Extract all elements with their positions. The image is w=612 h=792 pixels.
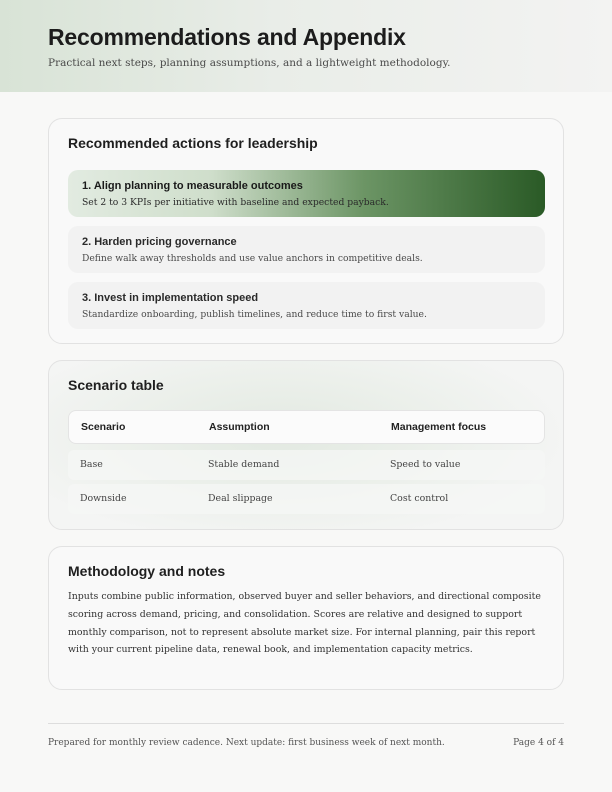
action-item-title: 2. Harden pricing governance <box>82 236 237 248</box>
methodology-text: Inputs combine public information, observed buyer and seller behaviors, and directional composite scoring across demand, pricing, and consolidation. Scores are relative and designed to support monthly comparison, not to represent absolute market size. For internal planning, pair this report with your current pipeline data, renewal book, and implementation capacity metrics. <box>68 591 541 656</box>
scenario-table-title: Scenario table <box>68 377 164 393</box>
action-item-3 <box>68 282 545 329</box>
page-number: Page 4 of 4 <box>513 738 564 748</box>
cell-assumption: Deal slippage <box>208 493 273 504</box>
action-item-title: 3. Invest in implementation speed <box>82 292 259 304</box>
footer-divider <box>48 723 564 724</box>
cell-scenario: Base <box>80 459 103 470</box>
action-item-title: 1. Align planning to measurable outcomes <box>82 180 303 192</box>
cell-management-focus: Cost control <box>390 493 449 504</box>
action-item-description: Set 2 to 3 KPIs per initiative with baseline and expected payback. <box>82 197 389 208</box>
cell-scenario: Downside <box>80 493 127 504</box>
recommended-actions-card <box>48 118 564 344</box>
column-header-assumption: Assumption <box>209 421 270 433</box>
action-item-1 <box>68 170 545 217</box>
action-item-2 <box>68 226 545 273</box>
recommended-actions-title: Recommended actions for leadership <box>68 135 318 151</box>
methodology-card <box>48 546 564 690</box>
cell-management-focus: Speed to value <box>390 459 461 470</box>
table-header-row <box>68 410 545 444</box>
column-header-management-focus: Management focus <box>391 421 487 433</box>
footer-note: Prepared for monthly review cadence. Next update: first business week of next month. <box>48 738 445 748</box>
table-row <box>68 484 545 514</box>
cell-assumption: Stable demand <box>208 459 280 470</box>
methodology-title: Methodology and notes <box>68 563 226 579</box>
column-header-scenario: Scenario <box>81 421 126 433</box>
action-item-description: Define walk away thresholds and use value anchors in competitive deals. <box>82 253 423 264</box>
scenario-table-card <box>48 360 564 530</box>
action-item-description: Standardize onboarding, publish timelines, and reduce time to first value. <box>82 309 427 320</box>
page-header <box>0 0 612 92</box>
page-subtitle: Practical next steps, planning assumptions, and a lightweight methodology. <box>48 57 451 69</box>
page-title: Recommendations and Appendix <box>48 24 406 50</box>
table-row <box>68 450 545 480</box>
